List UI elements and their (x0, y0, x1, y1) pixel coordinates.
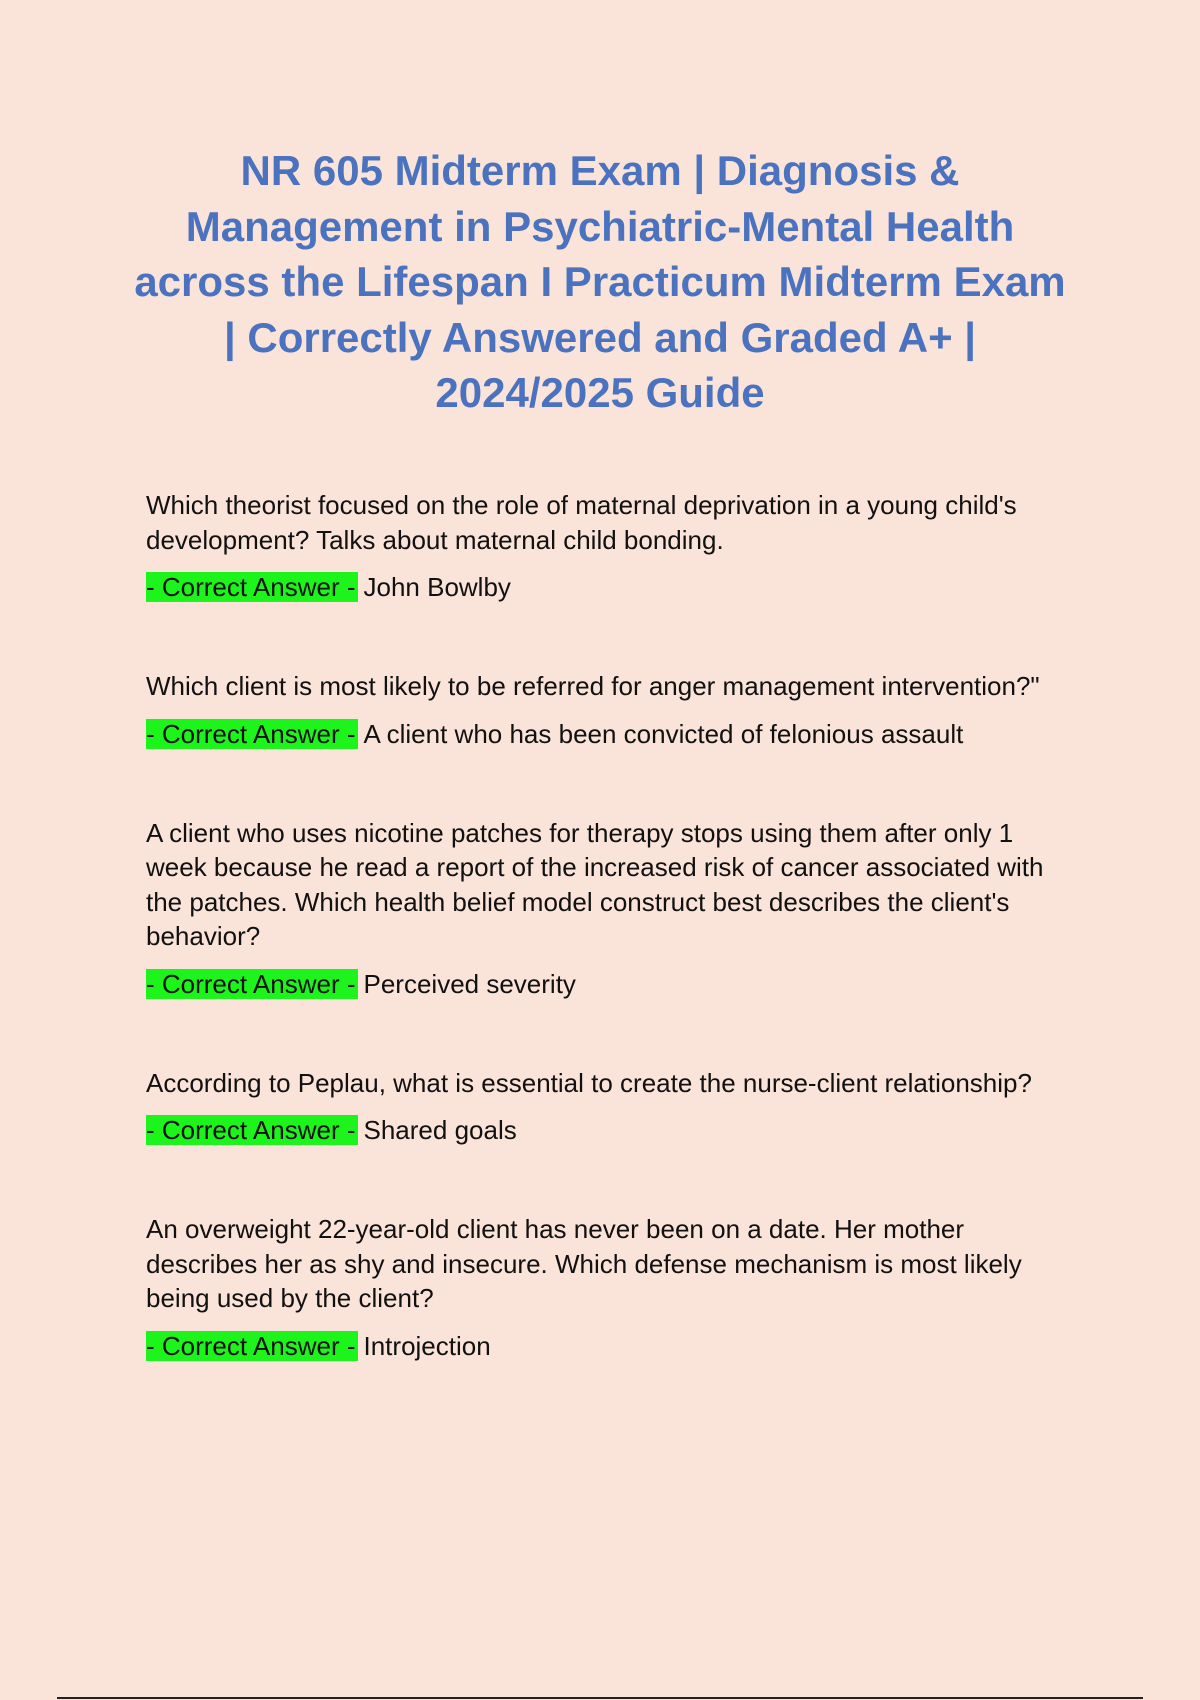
question-text: Which client is most likely to be referred for anger management intervention?" (146, 671, 1040, 701)
correct-answer-tag: - Correct Answer - (146, 1330, 356, 1361)
qa-item (146, 669, 1046, 750)
answer-text: John Bowlby (363, 572, 511, 602)
correct-answer-tag: - Correct Answer - (146, 968, 356, 999)
qa-item (146, 1212, 1046, 1362)
correct-answer-tag: - Correct Answer - (146, 572, 356, 602)
answer-line (146, 719, 1046, 750)
answer-text: A client who has been convicted of felonious assault (363, 718, 964, 749)
answer-text: Introjection (363, 1330, 491, 1361)
correct-answer-tag: - Correct Answer - (146, 718, 356, 749)
question-text: According to Peplau, what is essential to create the nurse-client relationship? (146, 1067, 1032, 1098)
answer-text: Shared goals (363, 1115, 517, 1145)
qa-item (146, 488, 1046, 603)
page-title: NR 605 Midterm Exam | Diagnosis & Management in Psychiatric-Mental Health across the Lifespan I Practicum Midterm Exam | Correctly Answered and Graded A+ | 2024/2025 Guide (134, 147, 1066, 416)
answer-line (146, 1331, 1046, 1362)
answer-line (146, 572, 1046, 603)
qa-item (146, 816, 1046, 1000)
qa-list (146, 488, 1046, 1428)
answer-text: Perceived severity (363, 968, 576, 999)
correct-answer-tag: - Correct Answer - (146, 1115, 356, 1145)
question-text: An overweight 22-year-old client has never been on a date. Her mother describes her as shy and insecure. Which defense mechanism is most likely being used by the client? (146, 1214, 1022, 1313)
footer-divider (57, 1697, 1143, 1699)
answer-line (146, 1115, 1046, 1146)
question-text: A client who uses nicotine patches for therapy stops using them after only 1 week because he read a report of the increased risk of cancer associated with the patches. Which health belief model construct best describes the client's behavior? (146, 817, 1044, 951)
answer-line (146, 969, 1046, 1000)
question-text: Which theorist focused on the role of maternal deprivation in a young child's development? Talks about maternal child bonding. (146, 490, 1017, 555)
qa-item (146, 1066, 1046, 1147)
